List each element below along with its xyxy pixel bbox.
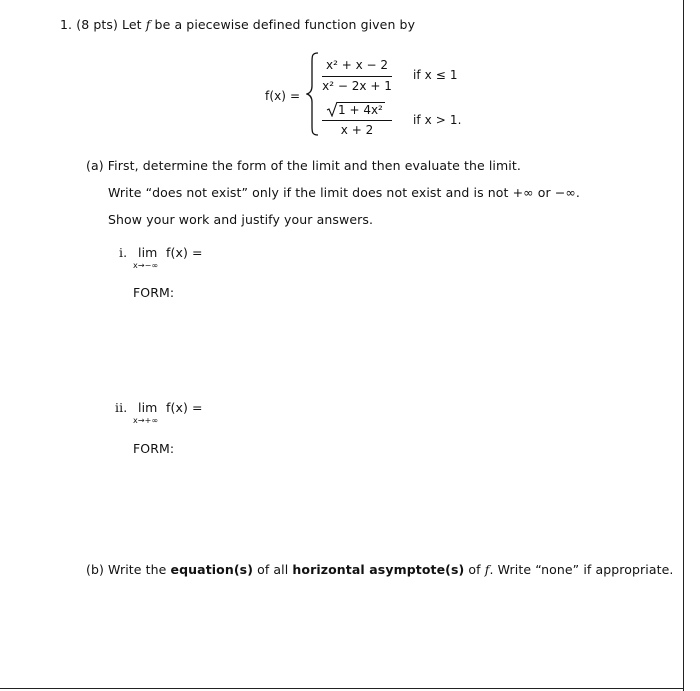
item-ii-expression: f(x) = bbox=[166, 400, 203, 415]
item-i-form-label: FORM: bbox=[133, 285, 175, 300]
part-b-bold-equations: equation(s) bbox=[170, 562, 254, 577]
problem-intro-post: be a piecewise defined function given by bbox=[154, 17, 416, 32]
function-name: f bbox=[145, 17, 151, 32]
sqrt-icon bbox=[326, 101, 338, 117]
case1-condition: if x ≤ 1 bbox=[413, 68, 458, 82]
part-b-function-name: f bbox=[484, 562, 490, 577]
case2-numerator bbox=[322, 101, 392, 117]
part-a-line1: (a) First, determine the form of the limit and then evaluate the limit. bbox=[86, 158, 521, 173]
part-b-mid1: of all bbox=[257, 562, 289, 577]
item-i-expression: f(x) = bbox=[166, 245, 203, 260]
problem-intro-pre: (8 pts) Let bbox=[76, 17, 142, 32]
case2-condition: if x > 1. bbox=[413, 113, 462, 127]
case1-fraction-bar bbox=[322, 76, 392, 77]
part-a-line3: Show your work and justify your answers. bbox=[108, 212, 374, 227]
problem-number: 1. bbox=[60, 17, 73, 32]
problem-header bbox=[60, 17, 415, 32]
item-ii-label: ii. bbox=[115, 400, 128, 415]
case1-numerator: x² + x − 2 bbox=[325, 58, 388, 72]
page-border-bottom bbox=[0, 688, 684, 689]
part-b-pre: (b) Write the bbox=[86, 562, 167, 577]
case2-radicand: 1 + 4x² bbox=[338, 103, 383, 117]
item-ii-lim: lim bbox=[138, 400, 158, 415]
item-ii-lim-subscript: x→+∞ bbox=[133, 416, 159, 425]
item-i-lim-subscript: x→−∞ bbox=[133, 261, 159, 270]
item-i-lim: lim bbox=[138, 245, 158, 260]
case1-denominator: x² − 2x + 1 bbox=[322, 79, 392, 93]
piecewise-brace bbox=[306, 52, 320, 136]
part-b-question bbox=[86, 562, 674, 577]
piecewise-lhs: f(x) = bbox=[265, 89, 301, 103]
case2-denominator: x + 2 bbox=[340, 123, 374, 137]
part-b-mid2: of bbox=[468, 562, 481, 577]
part-b-post: . Write “none” if appropriate. bbox=[489, 562, 674, 577]
item-i-label: i. bbox=[119, 245, 128, 260]
part-a-line2: Write “does not exist” only if the limit does not exist and is not +∞ or −∞. bbox=[108, 185, 580, 200]
page-border-right bbox=[683, 0, 684, 691]
case2-fraction-bar bbox=[322, 120, 392, 121]
part-b-bold-asymptotes: horizontal asymptote(s) bbox=[292, 562, 465, 577]
item-ii-form-label: FORM: bbox=[133, 441, 175, 456]
